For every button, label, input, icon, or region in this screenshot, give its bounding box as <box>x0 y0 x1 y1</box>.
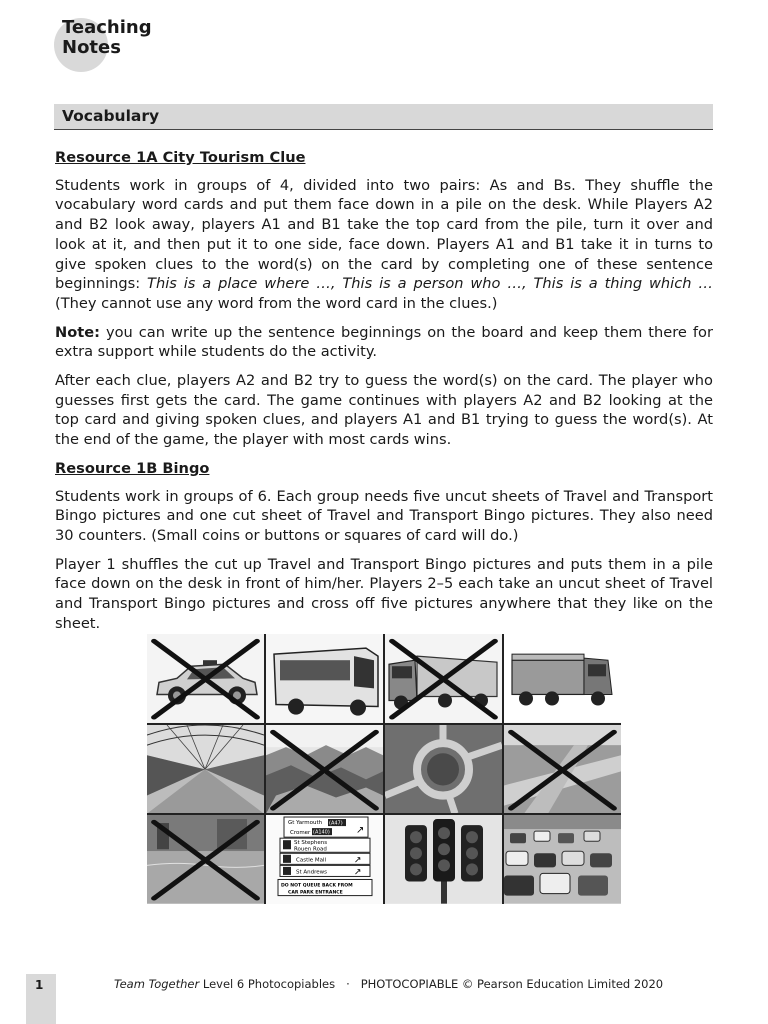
note-label: Note: <box>55 323 100 341</box>
sign-line-6: DO NOT QUEUE BACK FROM <box>281 883 353 889</box>
header-line-1: Teaching <box>62 17 152 38</box>
cross-mark <box>266 725 383 814</box>
sign-arrow-1: ↗ <box>356 825 365 837</box>
section-title: Vocabulary <box>62 107 160 125</box>
page-header <box>54 18 174 58</box>
bingo-cell-fire-engine <box>504 634 621 723</box>
resource-1b-paragraph-1: Students work in groups of 6. Each group needs five uncut sheets of Travel and Transport Bingo pictures and one cut sheet of Travel and Transport Bingo pictures. They also need 30 counters. (Small coins or buttons or squares of card will do.) <box>55 487 713 544</box>
sign-line-1-road: (A47) <box>329 820 343 827</box>
sign-line-3b: Rouen Road <box>294 846 327 853</box>
bingo-picture-grid <box>147 634 621 904</box>
road-sign-picture <box>266 815 383 904</box>
bingo-cell-town <box>266 725 383 814</box>
resource-1a-paragraph-1 <box>55 176 713 314</box>
sign-line-5: St Andrews <box>296 869 328 876</box>
bingo-cell-flooded-street <box>147 815 264 904</box>
p1-end: (They cannot use any word from the word card in the clues.) <box>55 294 498 312</box>
bingo-cell-road-sign <box>266 815 383 904</box>
sign-arrow-3: ↗ <box>354 867 362 878</box>
bingo-cell-taxi <box>147 634 264 723</box>
sign-line-1: Gt Yarmouth <box>288 820 323 827</box>
cross-mark <box>385 634 502 723</box>
footer-separator: · <box>346 977 350 991</box>
bingo-cell-traffic-jam <box>504 815 621 904</box>
bingo-cell-bus <box>266 634 383 723</box>
page-number: 1 <box>35 978 44 992</box>
footer-title-rest: Level 6 Photocopiables <box>199 977 336 991</box>
train-station-picture <box>147 725 264 814</box>
roundabout-picture <box>385 725 502 814</box>
cross-mark <box>504 725 621 814</box>
header-line-2: Notes <box>62 37 121 58</box>
resource-1a-heading: Resource 1A City Tourism Clue <box>55 149 306 166</box>
cross-mark <box>147 815 264 904</box>
traffic-lights-picture <box>385 815 502 904</box>
footer-text <box>114 977 663 991</box>
sign-line-4: Castle Mall <box>296 857 327 864</box>
footer-title-italic: Team Together <box>114 977 200 991</box>
sign-line-3a: St Stephens <box>294 840 328 847</box>
sign-line-2-road: (A140) <box>313 829 330 836</box>
sign-line-2: Cromer <box>290 830 311 837</box>
resource-1b-paragraph-2: Player 1 shuffles the cut up Travel and Transport Bingo pictures and puts them in a pile face down on the desk in front of him/her. Players 2–5 each take an uncut sheet of Travel and Transport Bingo pictures and cross off five pictures anywhere that they like on the sheet. <box>55 555 713 632</box>
traffic-jam-picture <box>504 815 621 904</box>
note-paragraph <box>55 323 713 362</box>
section-bar <box>54 104 713 130</box>
sentence-beginnings: This is a place where …, This is a person who …, This is a thing which … <box>147 275 713 293</box>
sign-line-7: CAR PARK ENTRANCE <box>288 890 343 896</box>
bingo-cell-lorry <box>385 634 502 723</box>
cross-mark <box>147 634 264 723</box>
bingo-cell-roundabout <box>385 725 502 814</box>
resource-1b-heading: Resource 1B Bingo <box>55 459 210 477</box>
main-content <box>55 148 713 642</box>
resource-1a-paragraph-3: After each clue, players A2 and B2 try to guess the word(s) on the card. The player who guesses first gets the card. The game continues with players A2 and B2 looking at the top card and giving spoken clues, and players A1 and B1 trying to guess the word(s). At the end of the game, the player with most cards wins. <box>55 372 713 449</box>
fire-engine-picture <box>504 634 621 723</box>
bus-picture <box>266 634 383 723</box>
note-text: you can write up the sentence beginnings on the board and keep them there for extra support while students do the activity. <box>55 323 713 361</box>
p1-start: Students work in groups of 4, divided into two pairs: As and Bs. They shuffle the vocabulary word cards and put them face down in a pile on the desk. While Players A2 and B2 look away, players A1 and B1 take the top card from the pile, turn it over and look at it, and then put it to one side, face down. Players A1 and B1 take it in turns to give spoken clues to the word(s) on the card by completing one of these sentence beginnings: <box>55 176 713 293</box>
bingo-cell-traffic-lights <box>385 815 502 904</box>
sign-arrow-2: ↗ <box>354 855 362 866</box>
bingo-cell-motorway <box>504 725 621 814</box>
footer-copyright: PHOTOCOPIABLE © Pearson Education Limited 2020 <box>360 977 664 991</box>
bingo-cell-train-station <box>147 725 264 814</box>
